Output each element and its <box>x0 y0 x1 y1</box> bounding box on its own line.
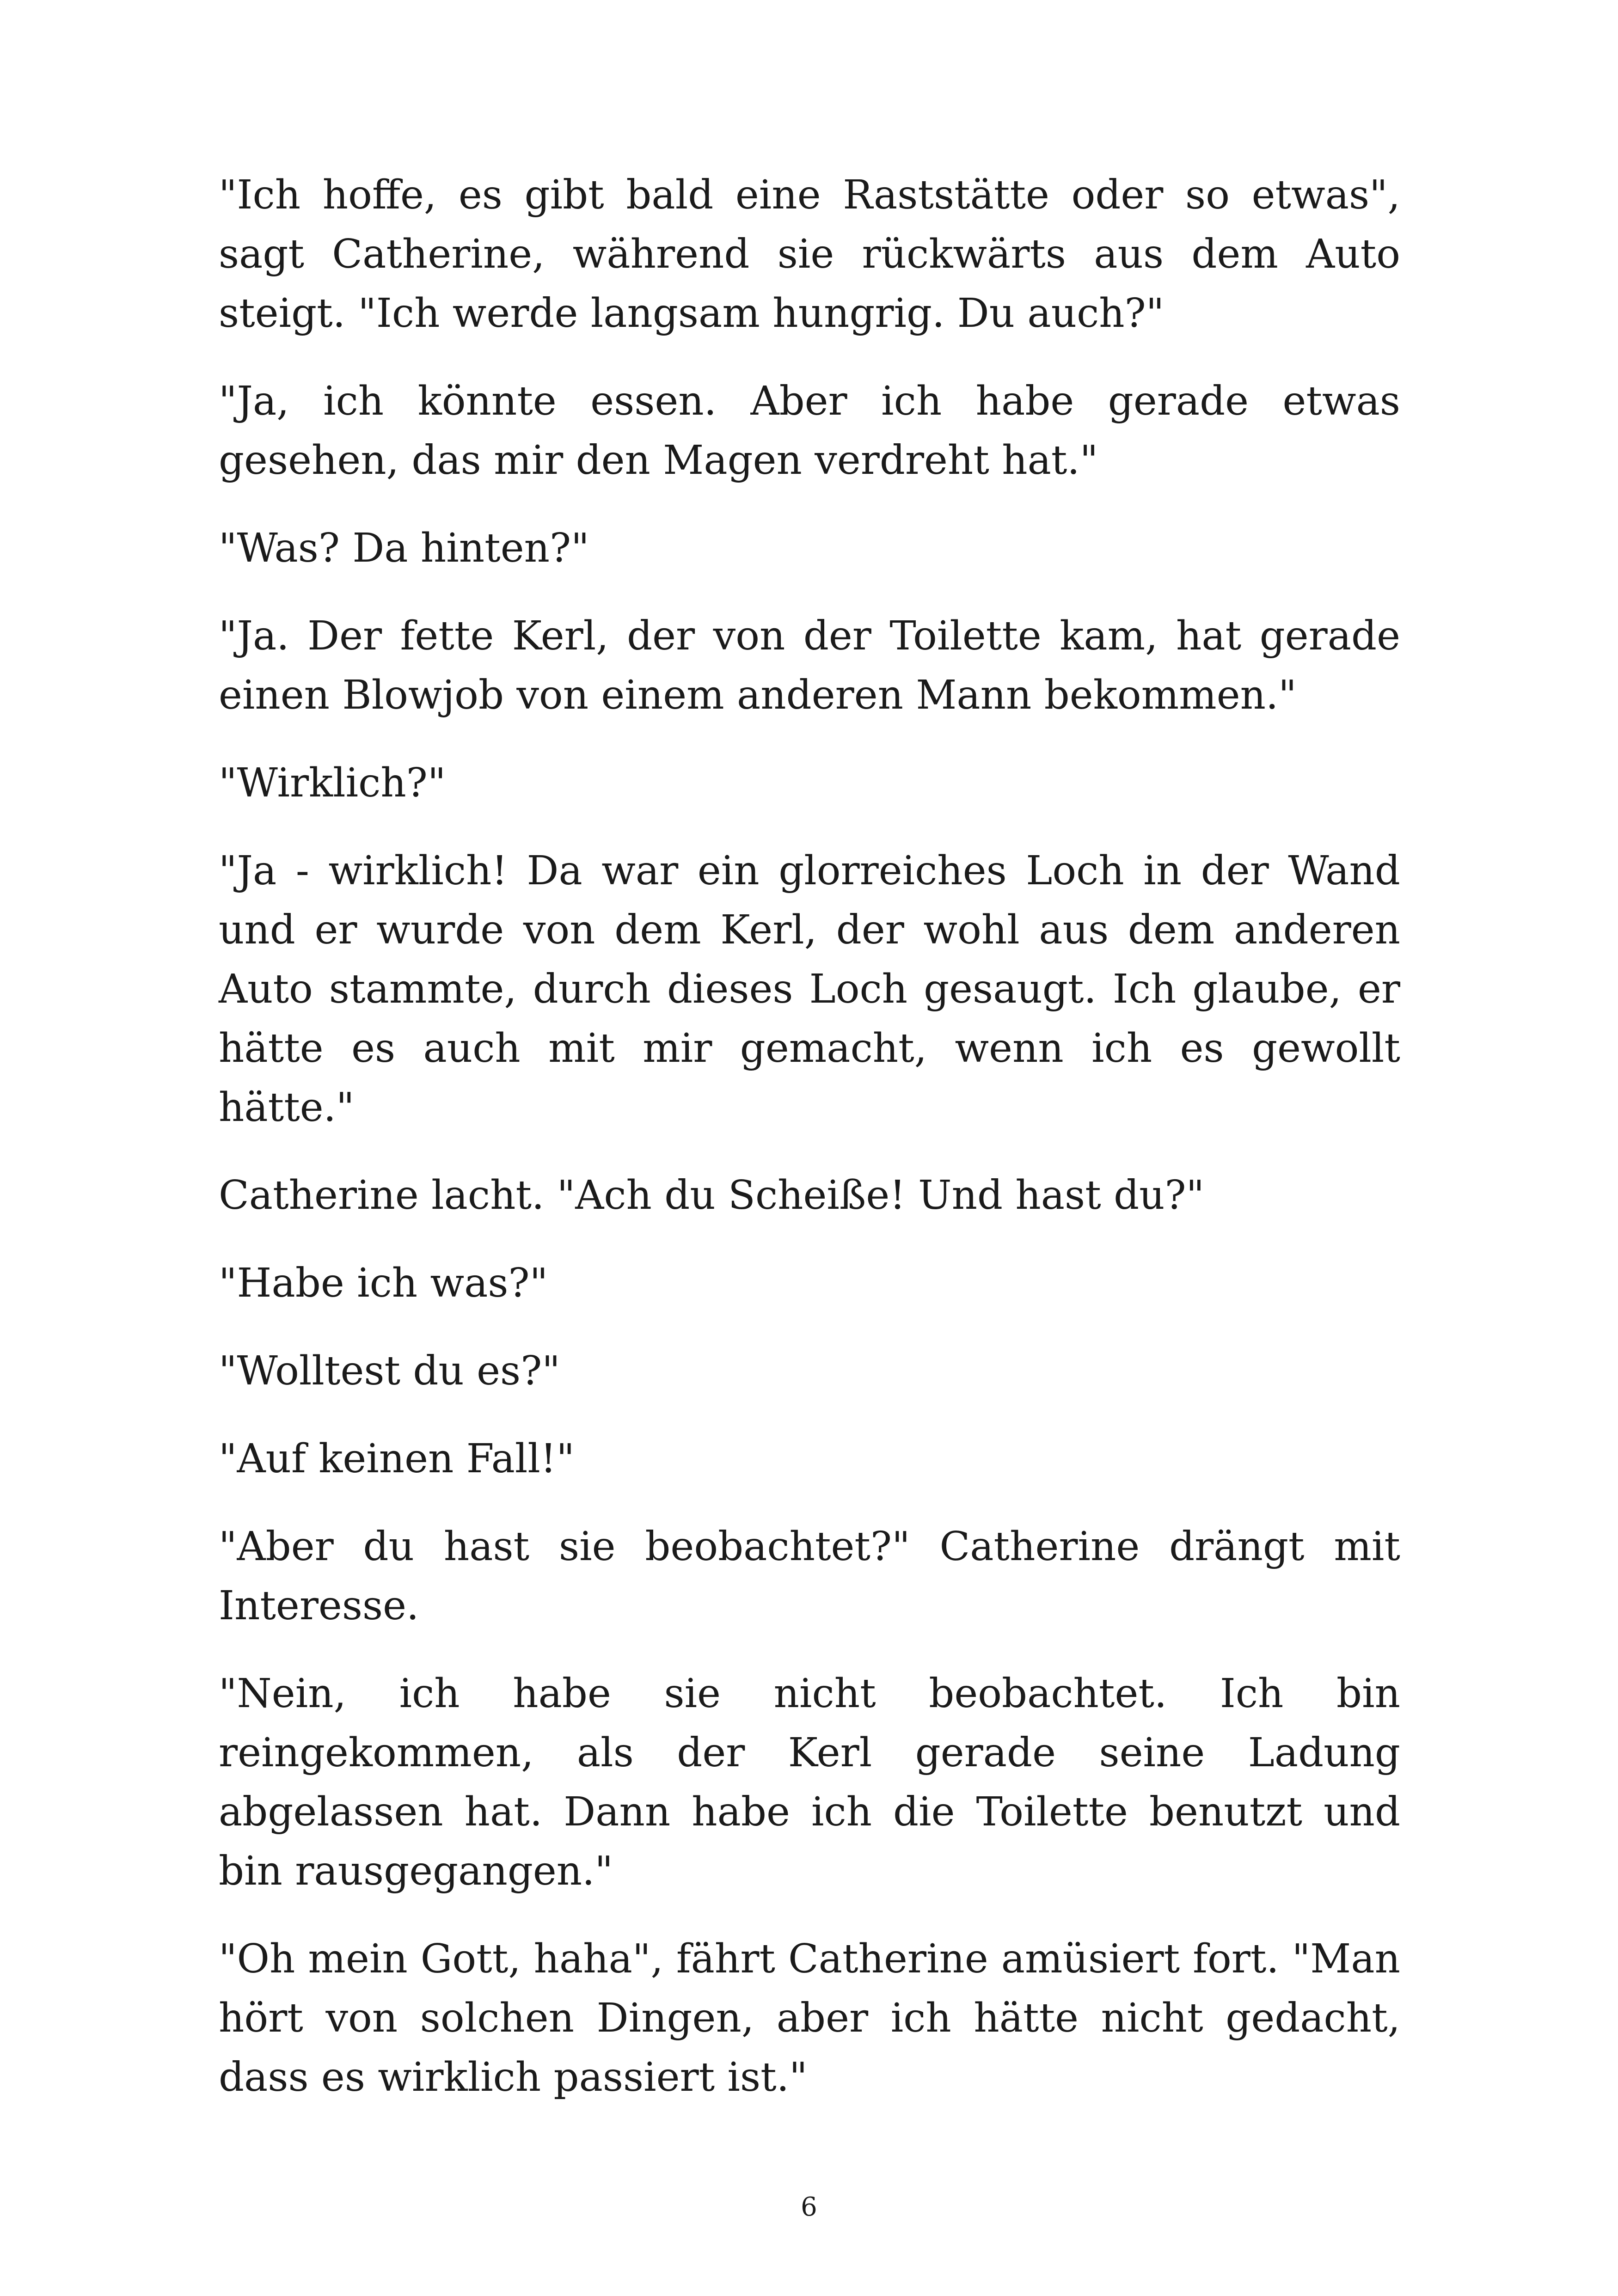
paragraph: "Aber du hast sie beobachtet?" Catherine drängt mit Interesse. <box>219 1524 1400 1629</box>
paragraph: "Habe ich was?" <box>219 1260 548 1306</box>
paragraph: "Ja. Der fette Kerl, der von der Toilette kam, hat gerade einen Blowjob von einem anderen Mann bekommen." <box>219 613 1400 718</box>
paragraph: "Ja - wirklich! Da war ein glorreiches Loch in der Wand und er wurde von dem Kerl, der wohl aus dem anderen Auto stammte, durch dieses Loch gesaugt. Ich glaube, er hätte es auch mit mir gemacht, wenn ich es gewollt hätte." <box>219 848 1400 1131</box>
body-text <box>219 165 1400 2136</box>
paragraph: "Oh mein Gott, haha", fährt Catherine amüsiert fort. "Man hört von solchen Dingen, aber ich hätte nicht gedacht, dass es wirklich passiert ist." <box>219 1936 1400 2100</box>
paragraph: "Ich hoffe, es gibt bald eine Raststätte oder so etwas", sagt Catherine, während sie rückwärts aus dem Auto steigt. "Ich werde langsam hungrig. Du auch?" <box>219 172 1400 337</box>
paragraph: "Nein, ich habe sie nicht beobachtet. Ich bin reingekommen, als der Kerl gerade seine Ladung abgelassen hat. Dann habe ich die Toilette benutzt und bin rausgegangen." <box>219 1671 1400 1894</box>
paragraph: Catherine lacht. "Ach du Scheiße! Und hast du?" <box>219 1172 1205 1218</box>
paragraph: "Ja, ich könnte essen. Aber ich habe gerade etwas gesehen, das mir den Magen verdreht hat." <box>219 378 1400 484</box>
paragraph: "Wolltest du es?" <box>219 1348 560 1394</box>
paragraph: "Was? Da hinten?" <box>219 525 589 571</box>
page-number: 6 <box>801 2192 817 2222</box>
paragraph: "Auf keinen Fall!" <box>219 1436 575 1482</box>
paragraph: "Wirklich?" <box>219 760 446 806</box>
